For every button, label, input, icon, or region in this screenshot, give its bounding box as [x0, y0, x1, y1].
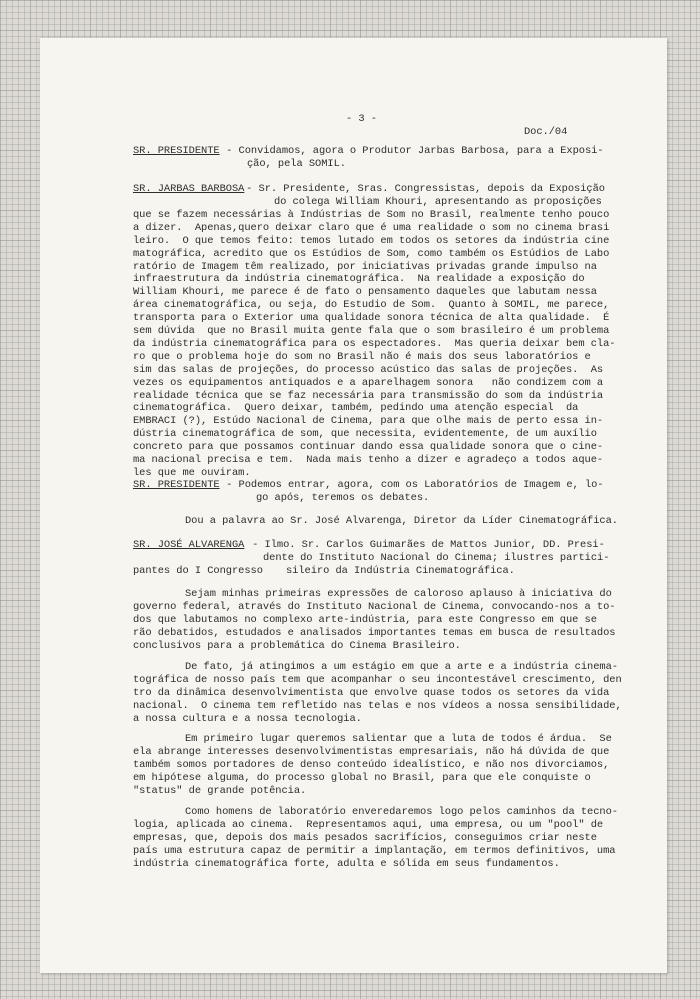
paragraph-line: rão debatidos, estudados e analisados importantes temas em busca de resultados [133, 627, 616, 639]
speech-line: sim das salas de projeções, do processo acústico das salas de projeções. As [133, 363, 604, 376]
paragraph-line: também somos portadores de denso conteúdo idealístico, e não nos divorciamos, [133, 759, 610, 771]
paragraph-line: tográfica de nosso país tem que acompanhar o seu incontestável crescimento, den [133, 674, 622, 686]
speech-line: infraestrutura da indústria cinematográfica. Na realidade a exposição do [133, 273, 585, 286]
paragraph-line: governo federal, através do Instituto Nacional de Cinema, convocando-nos a to- [133, 601, 616, 613]
speech-line: les que me ouviram. [133, 466, 251, 479]
paragraph-line: logia, aplicada ao cinema. Representamos aqui, uma empresa, ou um "pool" de [133, 819, 604, 831]
speech-line: cinematográfica. Quero deixar, também, pedindo uma atenção especial da [133, 402, 579, 415]
speech-line: William Khouri, me parece é de fato o pensamento daqueles que labutam nessa [133, 286, 597, 299]
paragraph-line: nacional. O cinema tem refletido nas telas e nos vídeos a nossa sensibilidade, [133, 700, 622, 712]
paragraph-line: Em primeiro lugar queremos salientar que a luta de todos é árdua. Se [185, 733, 612, 745]
paragraph-line: ela abrange interesses desenvolvimentistas empresariais, não há dúvida de que [133, 746, 610, 758]
paragraph-line: empresas, que, depois dos mais pesados sacrifícios, conseguimos criar neste [133, 832, 597, 844]
speech-line: dústria cinematográfica de som, que necessita, evidentemente, de um auxílio [133, 428, 597, 441]
speech-line: da indústria cinematográfica para os espectadores. Mas queria deixar bem cla- [133, 337, 616, 350]
speech-line: matográfica, acredito que os Estúdios de Som, como também os Estúdios de Labo [133, 247, 610, 260]
speech-line: vezes os equipamentos antiquados e a aparelhagem sonora não condizem com a [133, 376, 604, 389]
speech-line: - Sr. Presidente, Sras. Congressistas, depois da Exposição [240, 183, 605, 195]
speech-line: leiro. O que temos feito: temos lutado em todos os setores da indústria cine [133, 234, 610, 247]
speech-line: go após, teremos os debates. [256, 492, 430, 504]
speech-line: do colega William Khouri, apresentando as proposições [274, 196, 602, 208]
speech-line: ro que o problema hoje do som no Brasil não é mais dos seus laboratórios e [133, 350, 591, 363]
paragraph-line: em hipótese alguma, do processo global no Brasil, para que ele conquiste o [133, 772, 591, 784]
paragraph-line: indústria cinematográfica forte, adulta e sólida em seus fundamentos. [133, 858, 560, 870]
speech-line: Dou a palavra ao Sr. José Alvarenga, Diretor da Líder Cinematográfica. [185, 515, 618, 527]
speech-line: ratório de Imagem têm realizado, por iniciativas privadas grande impulso na [133, 260, 597, 273]
speech-line: sileiro da Indústria Cinematográfica. [286, 565, 515, 577]
paragraph-line: tro da dinâmica desenvolvimentista que envolve quase todos os setores da vida [133, 687, 610, 699]
document-reference: Doc./04 [524, 126, 568, 138]
paragraph-line: De fato, já atingimos a um estágio em que a arte e a indústria cinema- [185, 661, 618, 673]
speaker-name: SR. PRESIDENTE [133, 479, 220, 491]
speech-line: concreto para que possamos continuar dando essa qualidade sonora que o cine- [133, 441, 604, 454]
speech-line: ma nacional precisa e tem. Nada mais tenho a dizer e agradeço a todos aque- [133, 454, 604, 466]
speaker-name: SR. JOSÉ ALVARENGA [133, 539, 245, 551]
speech-line: dente do Instituto Nacional do Cinema; ilustres partici- [263, 552, 610, 564]
speech-line: que se fazem necessárias à Indústrias de Som no Brasil, realmente tenho pouco [133, 208, 610, 221]
speech-line: EMBRACI (?), Estúdo Nacional de Cinema, para que olhe mais de perto essa in- [133, 415, 604, 428]
speaker-name: SR. PRESIDENTE [133, 145, 220, 157]
paragraph-line: Sejam minhas primeiras expressões de caloroso aplauso à iniciativa do [185, 588, 612, 600]
paragraph-line: dos que labutamos no complexo arte-indústria, para este Congresso em que se [133, 614, 597, 626]
speech-line: realidade técnica que se faz necessária para transmissão do som da indústria [133, 389, 604, 402]
speech-line: a dizer. Apenas,quero deixar claro que é uma realidade o som no cinema brasi [133, 221, 610, 234]
speech-line: área cinematográfica, ou seja, do Estudio de Som. Quanto à SOMIL, me parece, [133, 299, 610, 312]
paragraph-line: país uma estrutura capaz de permitir a implantação, em termos definitivos, uma [133, 845, 616, 857]
speaker-name: SR. JARBAS BARBOSA [133, 183, 245, 195]
paragraph-line: a nossa cultura e a nossa tecnologia. [133, 713, 362, 725]
speech-line: transporta para o Exterior uma qualidade sonora técnica de alta qualidade. É [133, 312, 610, 325]
page-number: - 3 - [346, 113, 377, 125]
speech-line: - Convidamos, agora o Produtor Jarbas Barbosa, para a Exposi- [220, 145, 604, 157]
speech-line: sem dúvida que no Brasil muita gente fala que o som brasileiro é um problema [133, 325, 610, 337]
speech-line: - Ilmo. Sr. Carlos Guimarães de Mattos Junior, DD. Presi- [246, 539, 605, 551]
paragraph-line: "status" de grande potência. [133, 785, 307, 797]
speech-line: - Podemos entrar, agora, com os Laboratórios de Imagem e, lo- [220, 479, 604, 491]
paragraph-line: conclusivos para a problemática do Cinema Brasileiro. [133, 640, 461, 652]
speech-line: pantes do I Congresso [133, 565, 263, 577]
paragraph-line: Como homens de laboratório enveredaremos logo pelos caminhos da tecno- [185, 806, 618, 818]
speech-line: ção, pela SOMIL. [247, 158, 346, 170]
